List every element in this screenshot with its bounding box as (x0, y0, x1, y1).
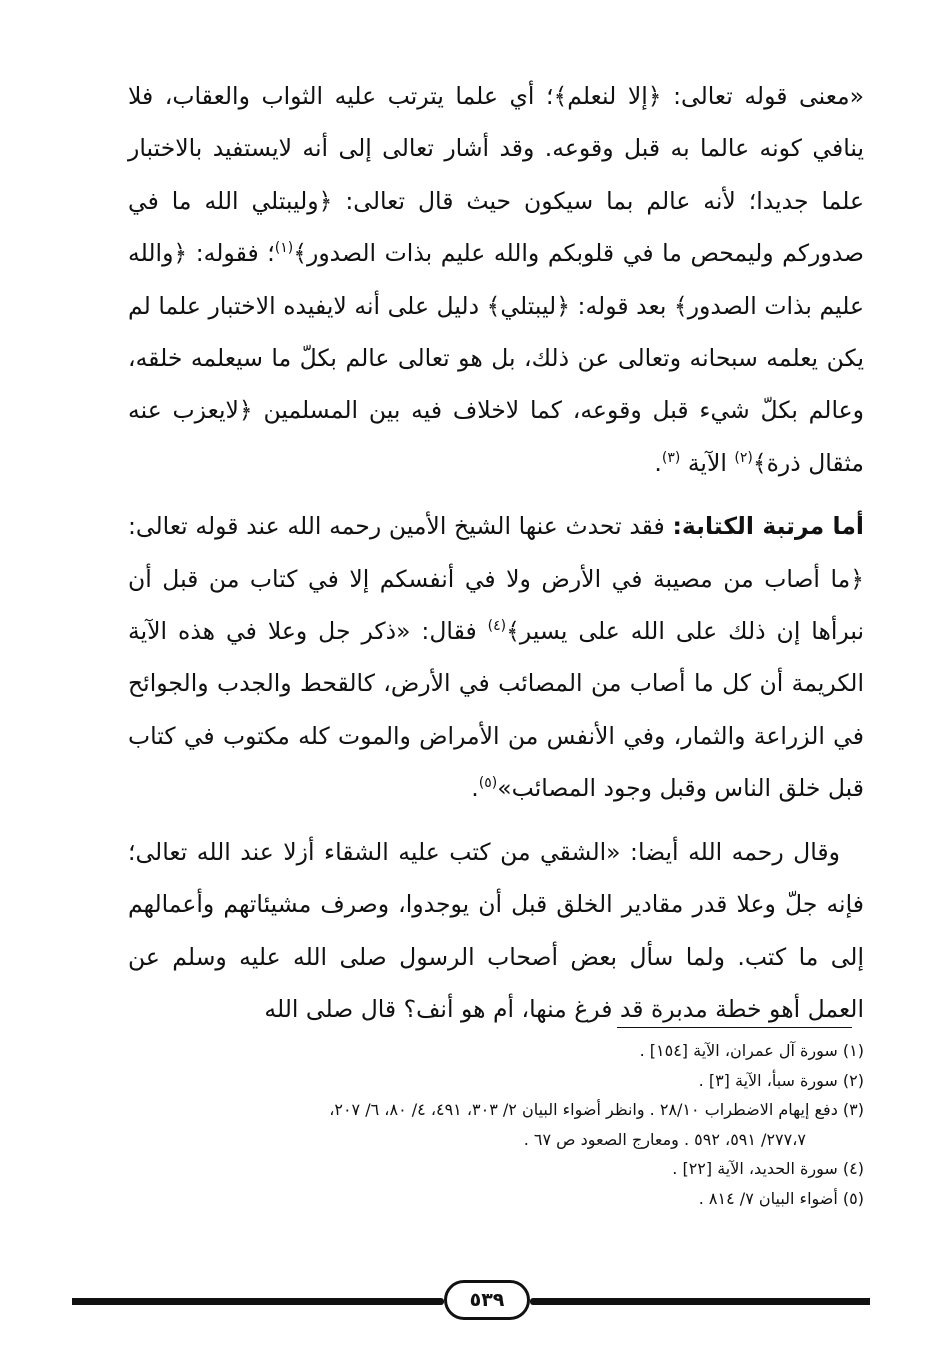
paragraph-2-text-c: . (471, 774, 479, 803)
footnote-3 (120, 1095, 864, 1154)
footnote-4 (120, 1154, 864, 1184)
paragraph-2 (128, 500, 864, 814)
footnote-ref-2[interactable]: (٢) (734, 450, 753, 467)
footer-rule-right (530, 1298, 870, 1305)
footnote-separator (617, 1027, 852, 1028)
paragraph-3-text: وقال رحمه الله أيضا: «الشقي من كتب عليه الشقاء أزلا عند الله تعالى؛ فإنه جلّ وعلا قدر مقادير الخلق قبل أن يوجدوا، وصرف مشيئاتهم وأعمالهم إلى ما كتب. ولما سأل بعض أصحاب الرسول صلى الله عليه وسلم عن العمل أهو خطة مدبرة قد فرغ منها، أم هو أنف؟ قال صلى الله (128, 837, 864, 1023)
footnote-3-continuation-prefix: ٢٧٧، (766, 1129, 798, 1149)
footnote-5-text: (٥) أضواء البيان ٧/ ٨١٤ . (698, 1188, 864, 1208)
footnote-1 (120, 1036, 864, 1066)
paragraph-1-text: «معنى قوله تعالى: ﴿إلا لنعلم﴾؛ أي علما يترتب عليه الثواب والعقاب، فلا ينافي كونه عالما به قبل وقوعه. وقد أشار تعالى إلى أنه لايستفيد بالاختبار علما جديدا؛ لأنه عالم بما سيكون حيث قال تعالى: ﴿وليبتلي الله ما في صدوركم وليمحص ما في قلوبكم والله عليم بذات الصدور﴾ (128, 82, 864, 268)
footnote-ref-5[interactable]: (٥) (478, 775, 498, 792)
footnote-5 (120, 1184, 864, 1214)
footnote-1-text: (١) سورة آل عمران، الآية [١٥٤] . (639, 1041, 864, 1060)
footnote-3-continuation (120, 1125, 864, 1155)
paragraph-2-text: فقد تحدث عنها الشيخ الأمين رحمه الله عند قوله تعالى: ﴿ما أصاب من مصيبة في الأرض ولا في أنفسكم إلا في كتاب من قبل أن نبرأها إن ذلك على الله على يسير﴾ (128, 512, 864, 646)
footnote-3-continuation-text: ٧/ ٥٩١، ٥٩٢ . ومعارج الصعود ص ٦٧ . (523, 1129, 806, 1149)
page-number: ٥٣٩ (444, 1280, 530, 1320)
footnote-ref-4[interactable]: (٤) (487, 618, 507, 635)
footnote-4-text: (٤) سورة الحديد، الآية [٢٢] . (672, 1159, 864, 1178)
footnote-2 (120, 1066, 864, 1096)
footer-rule-left (72, 1298, 444, 1305)
footnote-3-text: (٣) دفع إيهام الاضطراب ٢٨/١٠ . وانظر أضواء البيان ٢/ ٣٠٣، ٤٩١، ٤/ ٨٠، ٦/ ٢٠٧، (329, 1100, 864, 1119)
footnotes (120, 1036, 864, 1213)
footnote-ref-1[interactable]: (١) (274, 240, 294, 257)
paragraph-2-text-b: فقال: «ذكر جل وعلا في هذه الآية الكريمة أن كل ما أصاب من المصائب في الأرض، كالقحط والجدب والجوائح في الزراعة والثمار، وفي الأنفس من الأمراض والموت كله مكتوب في كتاب قبل خلق الناس وقبل وجود المصائب» (128, 617, 864, 803)
paragraph-1-text-c: الآية (680, 448, 735, 477)
page-footer (72, 1280, 870, 1324)
paragraph-1 (128, 70, 864, 489)
main-text (128, 70, 864, 1035)
paragraph-1-text-b: ؛ فقوله: ﴿والله عليم بذات الصدور﴾ بعد قوله: ﴿ليبتلي﴾ دليل على أنه لايفيده الاختبار علما لم يكن يعلمه سبحانه وتعالى عن ذلك، بل هو تعالى عالم بكلّ ما سيعلمه خلقه، وعالم بكلّ شيء قبل وقوعه، كما لاخلاف فيه بين المسلمين ﴿لايعزب عنه مثقال ذرة﴾ (128, 239, 864, 477)
section-heading: أما مرتبة الكتابة: (672, 512, 864, 541)
paragraph-3 (128, 826, 864, 1036)
paragraph-1-text-d: . (654, 448, 662, 477)
footnote-ref-3[interactable]: (٣) (661, 450, 681, 467)
footnote-2-text: (٢) سورة سبأ، الآية [٣] . (698, 1070, 864, 1090)
